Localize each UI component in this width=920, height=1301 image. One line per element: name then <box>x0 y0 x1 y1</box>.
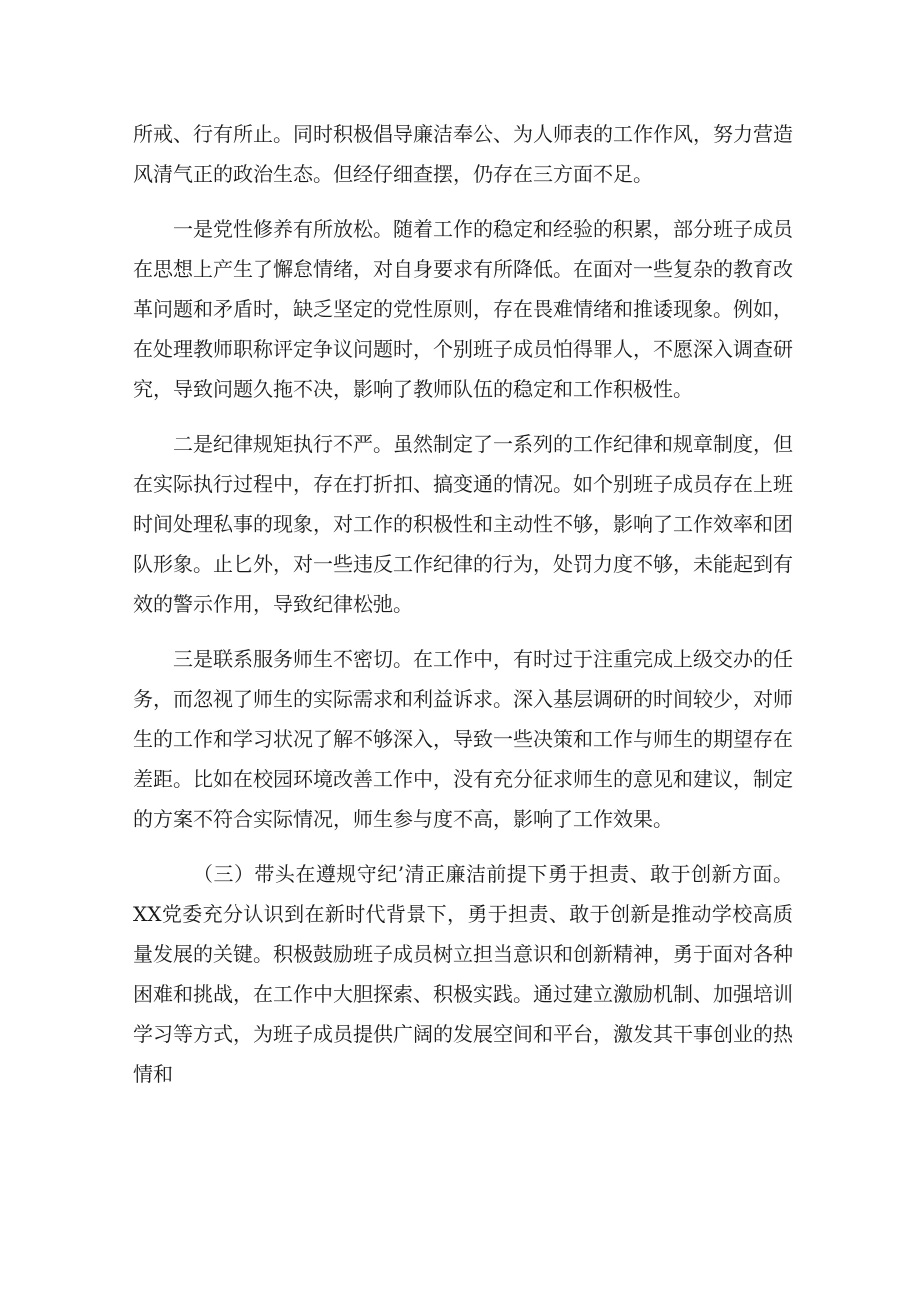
document-body <box>133 114 793 1109</box>
paragraph-section-three: （三）带头在遵规守纪’清正廉洁前提下勇于担责、敢于创新方面。XX党委充分认识到在新时代背景下，勇于担责、敢于创新是推动学校高质量发展的关键。积极鼓励班子成员树立担当意识和创新精神，勇于面对各种困难和挑战，在工作中大胆探索、积极实践。通过建立激励机制、加强培训学习等方式，为班子成员提供广阔的发展空间和平台，激发其干事创业的热情和 <box>133 862 793 1086</box>
paragraph-discipline: 二是纪律规矩执行不严。虽然制定了一系列的工作纪律和规章制度，但在实际执行过程中，存在打折扣、搞变通的情况。如个别班子成员存在上班时间处理私事的现象，对工作的积极性和主动性不够，影响了工作效率和团队形象。止匕外，对一些违反工作纪律的行为，处罚力度不够，未能起到有效的警示作用，导致纪律松弛。 <box>133 432 793 616</box>
paragraph-continuation: 所戒、行有所止。同时积极倡导廉洁奉公、为人师表的工作作风，努力营造风清气正的政治生态。但经仔细查摆，仍存在三方面不足。 <box>133 122 793 186</box>
paragraph-service: 三是联系服务师生不密切。在工作中，有时过于注重完成上级交办的任务，而忽视了师生的实际需求和利益诉求。深入基层调研的时间较少，对师生的工作和学习状况了解不够深入，导致一些决策和工作与师生的期望存在差距。比如在校园环境改善工作中，没有充分征求师生的意见和建议，制定的方案不符合实际情况，师生参与度不高，影响了工作效果。 <box>133 647 793 831</box>
paragraph-party-spirit: 一是党性修养有所放松。随着工作的稳定和经验的积累，部分班子成员在思想上产生了懈怠情绪，对自身要求有所降低。在面对一些复杂的教育改革问题和矛盾时，缺乏坚定的党性原则，存在畏难情绪和推诿现象。例如，在处理教师职称评定争议问题时，个别班子成员怕得罪人，不愿深入调查研究，导致问题久拖不决，影响了教师队伍的稳定和工作积极性。 <box>133 217 793 401</box>
